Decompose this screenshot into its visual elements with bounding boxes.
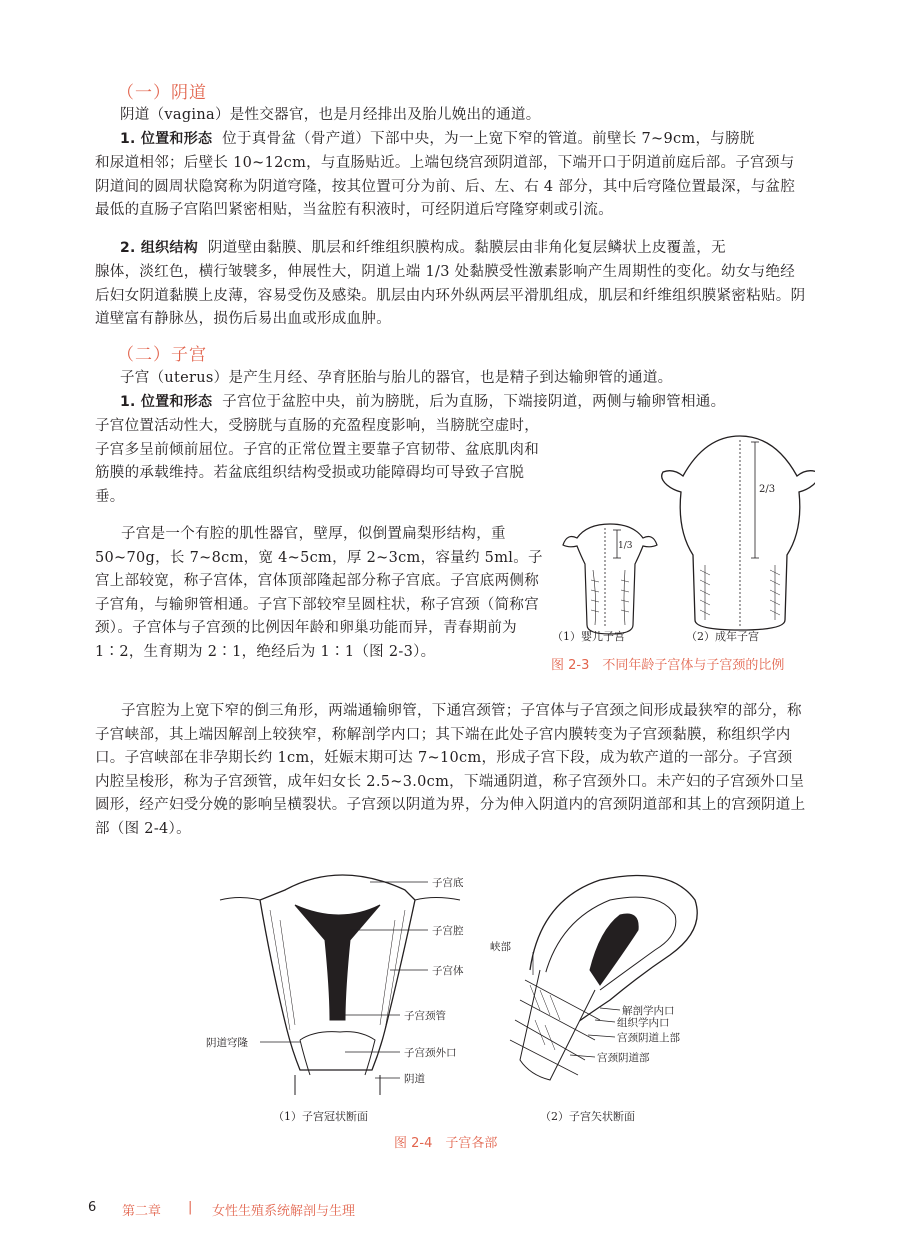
vagina-p1-title: 1. 位置和形态 <box>120 131 213 147</box>
label-anatomical-internal-os: 解剖学内口 <box>622 1005 675 1017</box>
page-number: 6 <box>88 1200 97 1215</box>
section-heading-vagina: （一）阴道 <box>117 83 207 103</box>
infant-uterus-drawing <box>563 524 657 634</box>
figure-2-3-adult-label: （2）成年子宫 <box>686 630 759 643</box>
infant-ratio-label: 1/3 <box>618 541 633 551</box>
vagina-p1-line1: 位于真骨盆（骨产道）下部中央，为一上宽下窄的管道。前壁长 7~9cm，与膀胱 <box>222 131 755 147</box>
uterus-p1-first-line <box>120 391 725 415</box>
uterus-p3: 子宫腔为上宽下窄的倒三角形，两端通输卵管，下通宫颈管；子宫体与子宫颈之间形成最狭窄的部分，称子宫峡部，其上端因解剖上较狭窄，称解剖学内口；其下端在此处子宫内膜转变为子宫颈黏膜，称组织学内口。子宫峡部在非孕期长约 1cm，妊娠末期可达 7~10cm，形成子宫下段，成为软产道的一部分。子宫颈内腔呈梭形，称为子宫颈管，成年妇女长 2.5~3.0cm，下端通阴道，称子宫颈外口。未产妇的子宫颈外口呈圆形，经产妇受分娩的影响呈横裂状。子宫颈以阴道为界，分为伸入阴道内的宫颈阴道部和其上的宫颈阴道上部（图 2-4）。 <box>95 703 806 837</box>
figure-2-4-caption: 图 2-4 子宫各部 <box>394 1136 498 1151</box>
figure-2-4-illustration <box>200 860 740 1100</box>
label-external-os: 子宫颈外口 <box>404 1047 457 1059</box>
label-histological-internal-os: 组织学内口 <box>617 1017 670 1029</box>
adult-uterus-drawing <box>662 436 815 630</box>
uterus-p1-title: 1. 位置和形态 <box>120 394 213 410</box>
figure-2-3-illustration <box>555 430 815 645</box>
label-fundus: 子宫底 <box>432 877 464 889</box>
figure-2-3-infant-label: （1）婴儿子宫 <box>552 630 625 643</box>
uterus-p1-rest: 子宫位置活动性大，受膀胱与直肠的充盈程度影响，当膀胱空虚时，子宫多呈前倾前屈位。子宫的正常位置主要靠子宫韧带、盆底肌肉和筋膜的承载维持。若盆底组织结构受损或功能障碍均可导致子宫脱垂。 <box>95 418 539 505</box>
vagina-p1-first-line <box>120 128 755 152</box>
vagina-p2-first-line <box>120 237 726 261</box>
footer-separator: | <box>188 1200 193 1215</box>
footer-title: 女性生殖系统解剖与生理 <box>212 1204 356 1219</box>
figure-2-4-coronal-caption: （1）子宫冠状断面 <box>273 1110 368 1123</box>
adult-ratio-label: 2/3 <box>759 484 776 495</box>
footer-chapter: 第二章 <box>122 1204 162 1219</box>
label-vaginal-cervix: 宫颈阴道部 <box>597 1052 650 1064</box>
label-isthmus: 峡部 <box>490 941 511 953</box>
figure-2-4-sagittal-caption: （2）子宫矢状断面 <box>540 1110 635 1123</box>
uterus-p1-line1: 子宫位于盆腔中央，前为膀胱，后为直肠，下端接阴道，两侧与输卵管相通。 <box>222 394 726 410</box>
sagittal-section-drawing <box>510 876 697 1081</box>
label-uterine-cavity: 子宫腔 <box>432 925 464 937</box>
vagina-p1-rest: 和尿道相邻；后壁长 10~12cm，与直肠贴近。上端包绕宫颈阴道部，下端开口于阴道前庭后部。子宫颈与阴道间的圆周状隐窝称为阴道穹隆，按其位置可分为前、后、左、右 4 部分，其中后穹隆位置最深，与盆腔最低的直肠子宫陷凹紧密相贴，当盆腔有积液时，可经阴道后穹隆穿刺或引流。 <box>95 155 796 218</box>
coronal-section-drawing <box>220 875 460 1095</box>
uterus-intro: 子宫（uterus）是产生月经、孕育胚胎与胎儿的器官，也是精子到达输卵管的通道。 <box>120 370 673 386</box>
label-vagina: 阴道 <box>404 1073 425 1085</box>
label-uterine-body: 子宫体 <box>432 965 464 977</box>
uterus-p2: 子宫是一个有腔的肌性器官，壁厚，似倒置扁梨形结构，重 50~70g，长 7~8cm，宽 4~5cm，厚 2~3cm，容量约 5ml。子宫上部较宽，称子宫体，宫体顶部隆起部分称子宫底。子宫底两侧称子宫角，与输卵管相通。子宫下部较窄呈圆柱状，称子宫颈（简称宫颈）。子宫体与子宫颈的比例因年龄和卵巢功能而异，青春期前为 1∶2，生育期为 2∶1，绝经后为 1∶1（图 2-3）。 <box>95 526 543 660</box>
vagina-p2-rest: 腺体，淡红色，横行皱襞多，伸展性大，阴道上端 1/3 处黏膜受性激素影响产生周期性的变化。幼女与绝经后妇女阴道黏膜上皮薄，容易受伤及感染。肌层由内环外纵两层平滑肌组成，肌层和纤维组织膜紧密粘贴。阴道壁富有静脉丛，损伤后易出血或形成血肿。 <box>95 264 806 327</box>
label-supravaginal-cervix: 宫颈阴道上部 <box>617 1032 680 1044</box>
vagina-p2-title: 2. 组织结构 <box>120 240 199 256</box>
vagina-intro: 阴道（vagina）是性交器官，也是月经排出及胎儿娩出的通道。 <box>120 107 541 123</box>
label-cervical-canal: 子宫颈管 <box>404 1010 446 1022</box>
label-vaginal-fornix: 阴道穹隆 <box>206 1037 248 1049</box>
vagina-p2-line1: 阴道壁由黏膜、肌层和纤维组织膜构成。黏膜层由非角化复层鳞状上皮覆盖，无 <box>207 240 726 256</box>
figure-2-3-caption: 图 2-3 不同年龄子宫体与子宫颈的比例 <box>551 658 785 673</box>
section-heading-uterus: （二）子宫 <box>117 345 207 365</box>
